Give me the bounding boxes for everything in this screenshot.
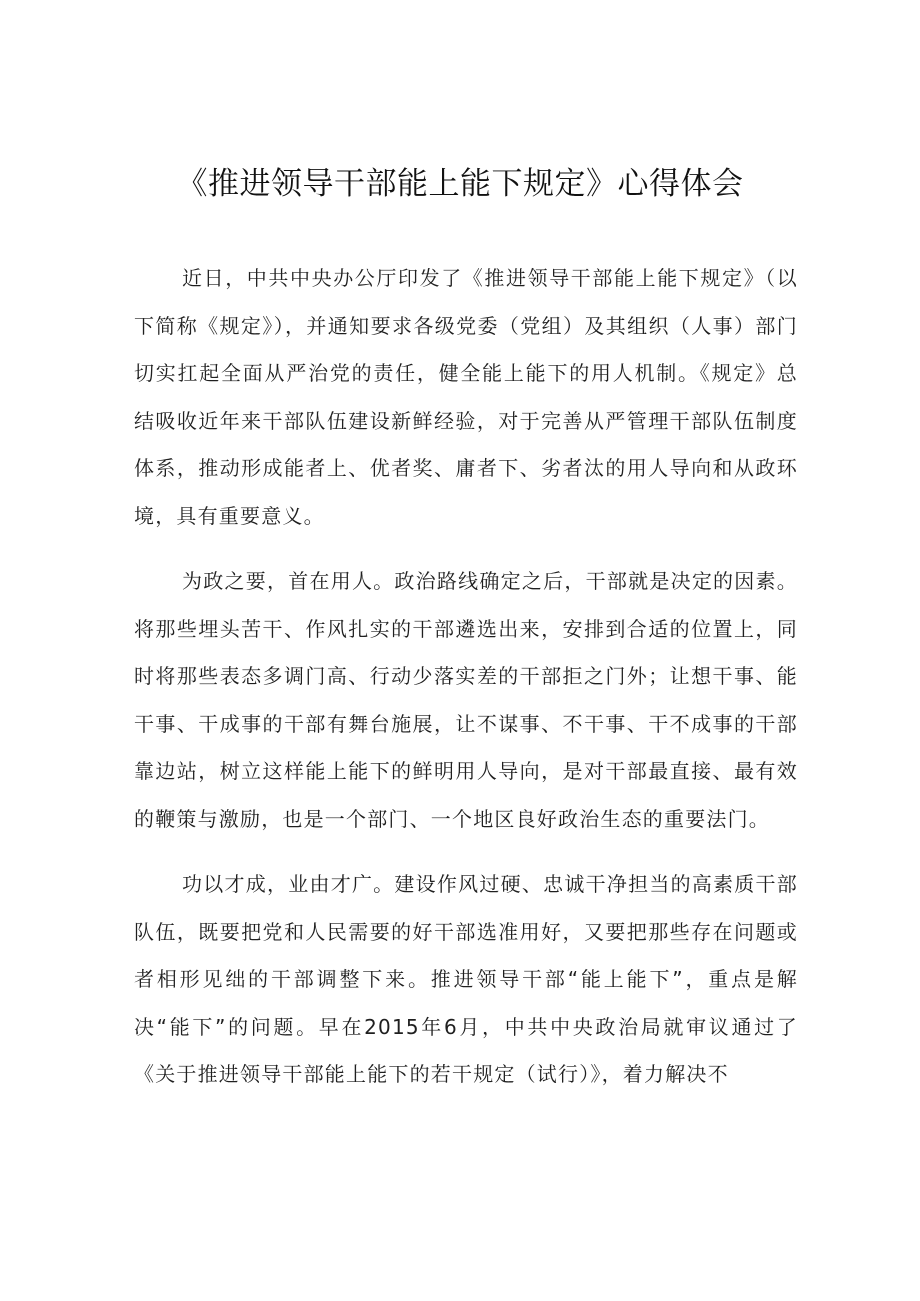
paragraph-3: 功以才成，业由才广。建设作风过硬、忠诚干净担当的高素质干部队伍，既要把党和人民需要的好干部选准用好，又要把那些存在问题或者相形见绌的干部调整下来。推进领导干部“能上能下”，重点是解决“能下”的问题。早在2015年6月，中共中央政治局就审议通过了《关于推进领导干部能上能下的若干规定（试行）》，着力解决不 xyxy=(134,872,798,1086)
document-title: 《推进领导干部能上能下规定》心得体会 xyxy=(176,166,744,202)
paragraph-1: 近日，中共中央办公厅印发了《推进领导干部能上能下规定》（以下简称《规定》），并通知要求各级党委（党组）及其组织（人事）部门切实扛起全面从严治党的责任，健全能上能下的用人机制。《规定》总结吸收近年来干部队伍建设新鲜经验，对于完善从严管理干部队伍制度体系，推动形成能者上、优者奖、庸者下、劣者汰的用人导向和从政环境，具有重要意义。 xyxy=(134,266,798,528)
document-body xyxy=(134,255,798,1099)
paragraph-2: 为政之要，首在用人。政治路线确定之后，干部就是决定的因素。将那些埋头苦干、作风扎实的干部遴选出来，安排到合适的位置上，同时将那些表态多调门高、行动少落实差的干部拒之门外；让想干事、能干事、干成事的干部有舞台施展，让不谋事、不干事、干不成事的干部靠边站，树立这样能上能下的鲜明用人导向，是对干部最直接、最有效的鞭策与激励，也是一个部门、一个地区良好政治生态的重要法门。 xyxy=(134,569,798,831)
